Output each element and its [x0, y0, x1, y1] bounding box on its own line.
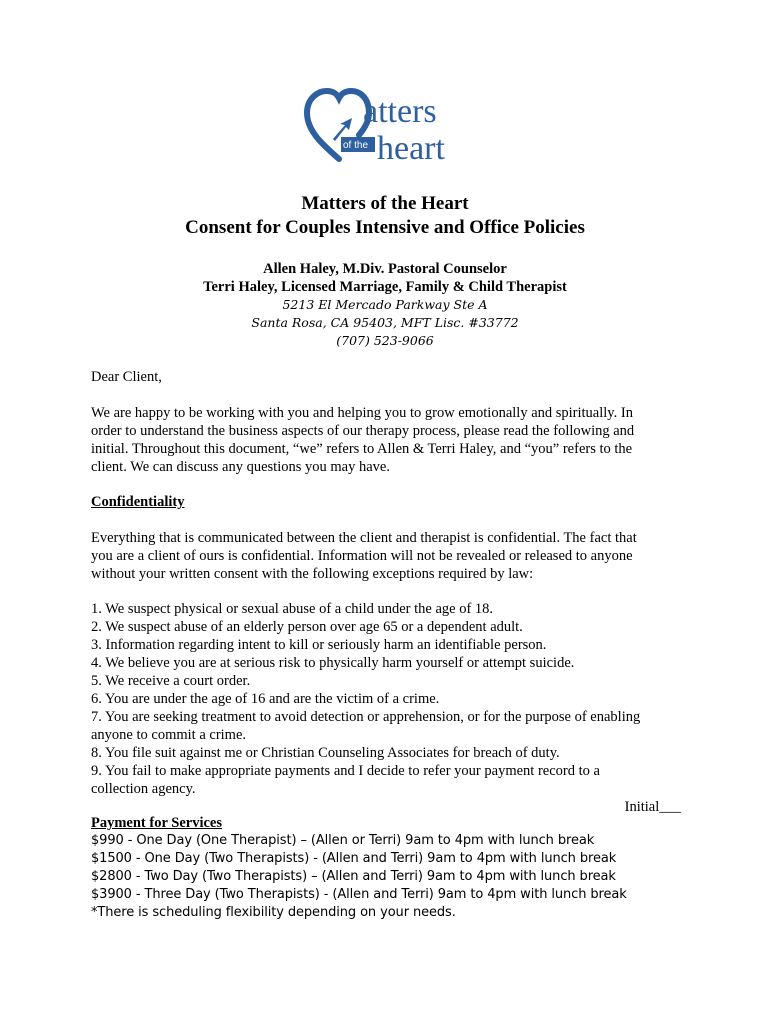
list-item: 3. Information regarding intent to kill or seriously harm an identifiable person. [91, 637, 547, 653]
logo-graphic [303, 85, 468, 165]
phone-number: (707) 523-9066 [336, 333, 434, 348]
payment-item: $3900 - Three Day (Two Therapists) - (Allen and Terri) 9am to 4pm with lunch break [91, 887, 627, 902]
provider-header [0, 261, 770, 350]
logo-word-of-the: of the [343, 140, 369, 151]
list-item: 4. We believe you are at serious risk to physically harm yourself or attempt suicide. [91, 655, 575, 671]
payment-item: $2800 - Two Day (Two Therapists) – (Allen and Terri) 9am to 4pm with lunch break [91, 869, 616, 884]
document-title [0, 192, 770, 240]
confidentiality-line: Everything that is communicated between the client and therapist is confidential. The fact that [91, 530, 637, 546]
list-item: collection agency. [91, 781, 196, 797]
confidentiality-paragraph [91, 529, 681, 583]
greeting [91, 368, 681, 386]
list-item: 1. We suspect physical or sexual abuse of a child under the age of 18. [91, 601, 494, 617]
logo-word-heart: heart [377, 130, 445, 165]
exceptions-list [91, 600, 681, 816]
provider-name-allen: Allen Haley, M.Div. Pastoral Counselor [263, 261, 507, 277]
section-heading-payment: Payment for Services [91, 815, 222, 831]
payment-note: *There is scheduling flexibility depending on your needs. [91, 905, 456, 920]
address-line-2: Santa Rosa, CA 95403, MFT Lisc. #33772 [251, 315, 519, 330]
list-item: 8. You file suit against me or Christian Counseling Associates for breach of duty. [91, 745, 560, 761]
title-line-2: Consent for Couples Intensive and Office Policies [185, 217, 585, 238]
initial-field[interactable]: Initial___ [624, 799, 681, 815]
list-item: 7. You are seeking treatment to avoid detection or apprehension, or for the purpose of enabling [91, 709, 641, 725]
list-item: 2. We suspect abuse of an elderly person over age 65 or a dependent adult. [91, 619, 523, 635]
intro-line: order to understand the business aspects of our therapy process, please read the following and [91, 423, 635, 439]
intro-paragraph [91, 404, 681, 476]
payment-item: $1500 - One Day (Two Therapists) - (Allen and Terri) 9am to 4pm with lunch break [91, 851, 617, 866]
logo-word-atters: atters [363, 93, 437, 130]
list-item: anyone to commit a crime. [91, 727, 247, 743]
greeting-text: Dear Client, [91, 369, 162, 385]
section-heading-confidentiality: Confidentiality [91, 494, 185, 510]
list-item: 9. You fail to make appropriate payments and I decide to refer your payment record to a [91, 763, 600, 779]
intro-line: initial. Throughout this document, “we” refers to Allen & Terri Haley, and “you” refers to the [91, 441, 633, 457]
intro-line: client. We can discuss any questions you may have. [91, 459, 390, 475]
list-item: 6. You are under the age of 16 and are the victim of a crime. [91, 691, 440, 707]
confidentiality-line: you are a client of ours is confidential. Information will not be revealed or released to anyone [91, 548, 633, 564]
list-item: 5. We receive a court order. [91, 673, 251, 689]
matters-of-the-heart-logo [303, 85, 468, 165]
confidentiality-heading [91, 493, 681, 511]
payment-section [91, 814, 681, 922]
intro-line: We are happy to be working with you and helping you to grow emotionally and spiritually. In [91, 405, 633, 421]
confidentiality-line: without your written consent with the following exceptions required by law: [91, 566, 534, 582]
title-line-1: Matters of the Heart [301, 193, 469, 214]
address-line-1: 5213 El Mercado Parkway Ste A [282, 297, 488, 312]
payment-item: $990 - One Day (One Therapist) – (Allen or Terri) 9am to 4pm with lunch break [91, 833, 595, 848]
provider-name-terri: Terri Haley, Licensed Marriage, Family & Child Therapist [203, 278, 567, 295]
